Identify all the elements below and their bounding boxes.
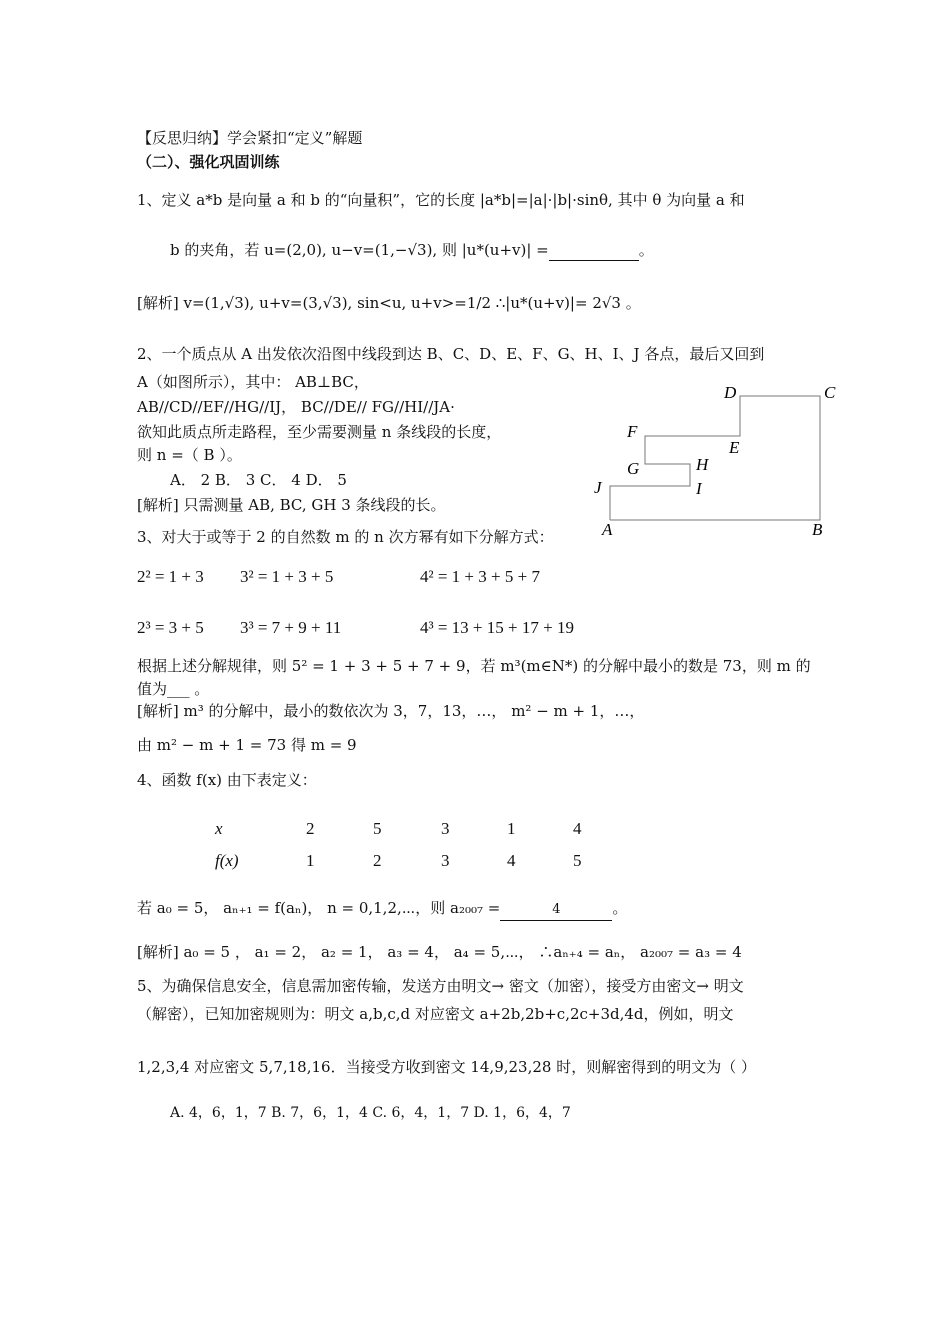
table-head-0: x: [215, 819, 223, 838]
table-head-3: 3: [441, 819, 450, 838]
q5-line3: 1,2,3,4 对应密文 5,7,18,16．当接受方收到密文 14,9,23,28 时，则解密得到的明文为（ ）: [137, 1058, 756, 1076]
q1-line2-text: b 的夹角，若 u=(2,0), u−v=(1,−√3), 则 |u*(u+v)| =: [170, 241, 549, 259]
q2-options: A． 2 B． 3 C． 4 D． 5: [170, 471, 347, 489]
q3-row2-col1: 2³ = 3 + 5: [137, 618, 204, 637]
q2-line1: 2、一个质点从 A 出发依次沿图中线段到达 B、C、D、E、F、G、H、I、J 各点，最后又回到: [137, 345, 765, 363]
label-j: J: [594, 478, 602, 497]
label-e: E: [729, 438, 740, 457]
q1-solution: [解析] v=(1,√3), u+v=(3,√3), sin<u, u+v>=1/2 ∴|u*(u+v)|= 2√3 。: [137, 294, 641, 312]
label-f: F: [627, 422, 638, 441]
q3-row1-col1: 2² = 1 + 3: [137, 567, 204, 586]
label-d: D: [724, 383, 737, 402]
q3-rule-line: 根据上述分解规律，则 5² = 1 + 3 + 5 + 7 + 9，若 m³(m∈N*) 的分解中最小的数是 73，则 m 的: [137, 657, 811, 675]
label-g: G: [627, 459, 640, 478]
q4-condition-text: 若 a₀ = 5， aₙ₊₁ = f(aₙ)， n = 0,1,2,⋯，则 a₂₀₀₇ =: [137, 899, 501, 917]
q2-line3: AB//CD//EF//HG//IJ， BC//DE// FG//HI//JA·: [137, 398, 455, 416]
q3-solution-1: [解析] m³ 的分解中，最小的数依次为 3，7，13，…， m² − m + 1，…，: [137, 702, 645, 720]
q3-row2-col2: 3³ = 7 + 9 + 11: [240, 618, 342, 637]
q5-line1: 5、为确保信息安全，信息需加密传输，发送方由明文→ 密文（加密），接受方由密文→ 明文: [137, 977, 744, 995]
label-h: H: [696, 455, 709, 474]
q5-options: A. 4，6，1，7 B. 7，6，1，4 C. 6，4，1，7 D. 1，6，4，7: [170, 1105, 571, 1121]
q3-intro: 3、对大于或等于 2 的自然数 m 的 n 次方幂有如下分解方式：: [137, 528, 554, 546]
label-i: I: [696, 479, 702, 498]
table-row-2: 2: [373, 851, 382, 870]
q4-condition-end: 。: [612, 899, 628, 917]
path-outline: [610, 396, 820, 520]
q4-answer-blank: 4: [500, 900, 612, 921]
q1-line2-end: 。: [638, 241, 654, 259]
q4-intro: 4、函数 f(x) 由下表定义：: [137, 771, 317, 789]
q1-line2: [170, 240, 654, 261]
table-head-4: 1: [507, 819, 516, 838]
path-figure: [590, 380, 850, 545]
q5-line2: （解密），已知加密规则为：明文 a,b,c,d 对应密文 a+2b,2b+c,2c+3d,4d，例如，明文: [137, 1005, 734, 1023]
table-head-2: 5: [373, 819, 382, 838]
label-b: B: [812, 520, 823, 539]
table-head-1: 2: [306, 819, 315, 838]
q2-line2: A（如图所示），其中： AB⊥BC，: [137, 373, 369, 391]
table-row-5: 5: [573, 851, 582, 870]
table-head-5: 4: [573, 819, 582, 838]
table-row-3: 3: [441, 851, 450, 870]
q4-solution: [解析] a₀ = 5 ， a₁ = 2， a₂ = 1， a₃ = 4， a₄ = 5,⋯， ∴aₙ₊₄ = aₙ， a₂₀₀₇ = a₃ = 4: [137, 943, 742, 961]
table-row-4: 4: [507, 851, 516, 870]
q3-solution-2: 由 m² − m + 1 = 73 得 m = 9: [137, 736, 357, 754]
section-title: （二）、强化巩固训练: [137, 153, 280, 171]
q3-row1-col3: 4² = 1 + 3 + 5 + 7: [420, 567, 540, 586]
label-c: C: [824, 383, 836, 402]
q2-solution: [解析] 只需测量 AB, BC, GH 3 条线段的长。: [137, 496, 446, 514]
table-row-1: 1: [306, 851, 315, 870]
q3-row1-col2: 3² = 1 + 3 + 5: [240, 567, 334, 586]
table-row-0: f(x): [215, 851, 239, 870]
q1-line1: 1、定义 a*b 是向量 a 和 b 的“向量积”，它的长度 |a*b|=|a|·|b|·sinθ, 其中 θ 为向量 a 和: [137, 191, 745, 209]
q2-line4: 欲知此质点所走路程，至少需要测量 n 条线段的长度，: [137, 423, 502, 441]
q1-answer-blank: [549, 240, 639, 261]
reflection-heading: 【反思归纳】学会紧扣“定义”解题: [137, 129, 363, 147]
q2-line5: 则 n =（ B ）。: [137, 446, 242, 464]
q3-value-line: 值为___ 。: [137, 680, 210, 698]
q3-row2-col3: 4³ = 13 + 15 + 17 + 19: [420, 618, 574, 637]
label-a: A: [602, 520, 613, 539]
q4-condition: [137, 898, 627, 921]
